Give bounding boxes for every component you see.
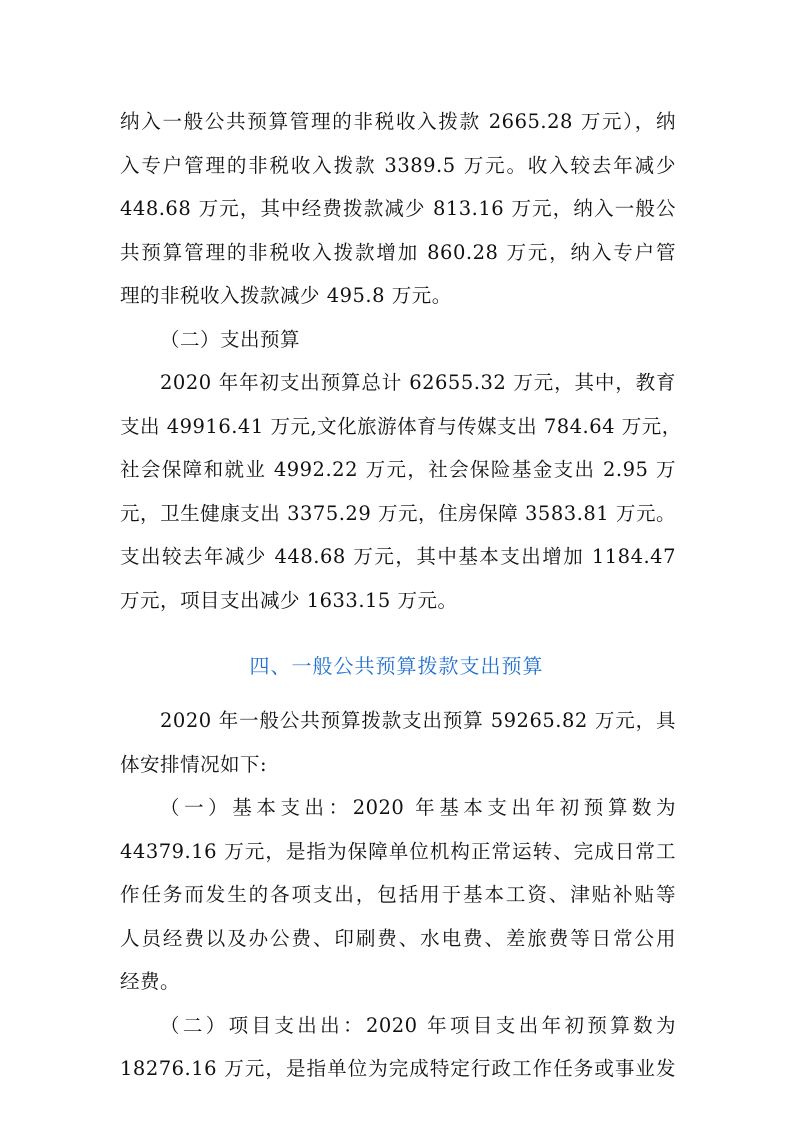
paragraph-line: 社会保障和就业 4992.22 万元，社会保险基金支出 2.95 万 bbox=[120, 458, 676, 481]
paragraph-line: （一）基本支出：2020 年基本支出年初预算数为 bbox=[160, 796, 676, 819]
paragraph-line: 理的非税收入拨款减少 495.8 万元。 bbox=[120, 284, 452, 307]
subheading-expenditure-budget: （二）支出预算 bbox=[160, 328, 301, 351]
paragraph-line: （二）项目支出出：2020 年项目支出年初预算数为 bbox=[160, 1014, 676, 1037]
paragraph-line: 44379.16 万元，是指为保障单位机构正常运转、完成日常工 bbox=[120, 840, 676, 863]
paragraph-line: 人员经费以及办公费、印刷费、水电费、差旅费等日常公用 bbox=[120, 927, 676, 950]
paragraph-line: 支出较去年减少 448.68 万元，其中基本支出增加 1184.47 bbox=[120, 545, 676, 568]
paragraph-line: 2020 年一般公共预算拨款支出预算 59265.82 万元，具 bbox=[160, 709, 676, 732]
section-heading: 四、一般公共预算拨款支出预算 bbox=[249, 654, 544, 678]
paragraph-line: 2020 年年初支出预算总计 62655.32 万元，其中，教育 bbox=[160, 371, 676, 394]
paragraph-line: 448.68 万元，其中经费拨款减少 813.16 万元，纳入一般公 bbox=[120, 197, 676, 220]
paragraph-line: 支出 49916.41 万元,文化旅游体育与传媒支出 784.64 万元， bbox=[120, 415, 682, 438]
paragraph-line: 18276.16 万元，是指单位为完成特定行政工作任务或事业发 bbox=[120, 1057, 676, 1080]
paragraph-line: 体安排情况如下: bbox=[120, 753, 268, 776]
paragraph-line: 纳入一般公共预算管理的非税收入拨款 2665.28 万元），纳 bbox=[120, 110, 676, 133]
paragraph-line: 入专户管理的非税收入拨款 3389.5 万元。收入较去年减少 bbox=[120, 154, 676, 177]
paragraph-line: 万元，项目支出减少 1633.15 万元。 bbox=[120, 589, 458, 612]
paragraph-line: 经费。 bbox=[120, 970, 181, 993]
paragraph-line: 共预算管理的非税收入拨款增加 860.28 万元，纳入专户管 bbox=[120, 241, 676, 264]
paragraph-line: 作任务而发生的各项支出，包括用于基本工资、津贴补贴等 bbox=[120, 883, 676, 906]
paragraph-line: 元，卫生健康支出 3375.29 万元，住房保障 3583.81 万元。 bbox=[120, 502, 676, 525]
